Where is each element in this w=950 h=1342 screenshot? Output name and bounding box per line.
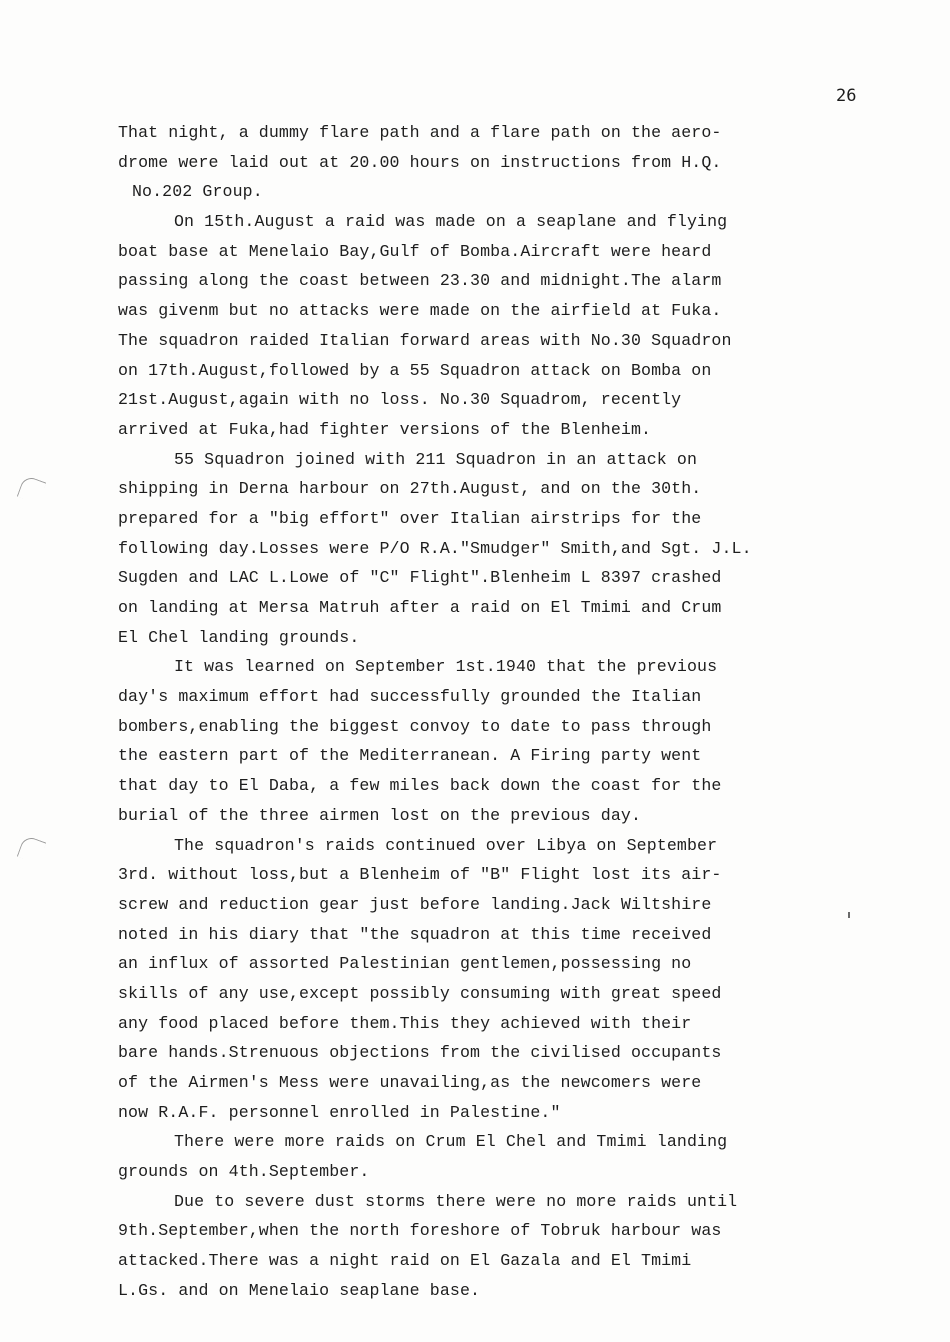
text-line: bombers,enabling the biggest convoy to date to pass through bbox=[118, 716, 712, 736]
text-line: attacked.There was a night raid on El Gazala and El Tmimi bbox=[118, 1251, 692, 1271]
text-line: grounds on 4th.September. bbox=[118, 1162, 370, 1182]
text-line: on landing at Mersa Matruh after a raid on El Tmimi and Crum bbox=[118, 598, 722, 617]
text-line: No.202 Group. bbox=[132, 182, 263, 202]
text-line: noted in his diary that "the squadron at this time received bbox=[118, 924, 712, 944]
text-line: on 17th.August,followed by a 55 Squadron attack on Bomba on bbox=[118, 360, 712, 380]
text-line: 21st.August,again with no loss. No.30 Squadrom, recently bbox=[118, 390, 682, 410]
text-line: arrived at Fuka,had fighter versions of the Blenheim. bbox=[118, 419, 652, 439]
text-line: an influx of assorted Palestinian gentlemen,possessing no bbox=[118, 954, 692, 974]
text-line: L.Gs. and on Menelaio seaplane base. bbox=[118, 1280, 481, 1300]
text-line: prepared for a "big effort" over Italian airstrips for the bbox=[118, 508, 702, 528]
page-number: 26 bbox=[836, 86, 857, 106]
text-line: There were more raids on Crum El Chel and Tmimi landing bbox=[174, 1132, 728, 1152]
text-line: El Chel landing grounds. bbox=[118, 627, 360, 647]
text-line: day's maximum effort had successfully grounded the Italian bbox=[118, 687, 702, 707]
punch-hole-mark bbox=[17, 475, 46, 504]
text-line: skills of any use,except possibly consuming with great speed bbox=[118, 983, 722, 1003]
text-line: boat base at Menelaio Bay,Gulf of Bomba.Aircraft were heard bbox=[118, 241, 712, 261]
text-line: It was learned on September 1st.1940 that the previous bbox=[174, 657, 718, 677]
text-line: Sugden and LAC L.Lowe of "C" Flight".Blenheim L 8397 crashed bbox=[118, 568, 722, 588]
text-line: The squadron's raids continued over Libya on September bbox=[174, 835, 718, 855]
text-line: passing along the coast between 23.30 and midnight.The alarm bbox=[118, 271, 722, 291]
text-line: burial of the three airmen lost on the previous day. bbox=[118, 805, 642, 825]
text-line: 55 Squadron joined with 211 Squadron in an attack on bbox=[174, 449, 698, 469]
text-line: On 15th.August a raid was made on a seaplane and flying bbox=[174, 212, 728, 232]
text-line: of the Airmen's Mess were unavailing,as the newcomers were bbox=[118, 1073, 702, 1092]
text-line: that day to El Daba, a few miles back down the coast for the bbox=[118, 776, 722, 796]
text-line: drome were laid out at 20.00 hours on instructions from H.Q. bbox=[118, 152, 722, 172]
margin-mark bbox=[848, 912, 850, 918]
text-line: 9th.September,when the north foreshore of Tobruk harbour was bbox=[118, 1221, 722, 1241]
text-line: bare hands.Strenuous objections from the civilised occupants bbox=[118, 1043, 722, 1063]
text-line: screw and reduction gear just before landing.Jack Wiltshire bbox=[118, 894, 712, 914]
text-line: the eastern part of the Mediterranean. A Firing party went bbox=[118, 746, 702, 766]
text-line: now R.A.F. personnel enrolled in Palestine." bbox=[118, 1102, 561, 1122]
text-line: shipping in Derna harbour on 27th.August, and on the 30th. bbox=[118, 479, 702, 499]
text-line: That night, a dummy flare path and a flare path on the aero- bbox=[118, 123, 722, 142]
punch-hole-mark bbox=[17, 835, 46, 864]
typewritten-body bbox=[118, 118, 848, 1306]
text-line: following day.Losses were P/O R.A."Smudger" Smith,and Sgt. J.L. bbox=[118, 538, 752, 558]
text-line: any food placed before them.This they achieved with their bbox=[118, 1013, 692, 1033]
text-line: was givenm but no attacks were made on the airfield at Fuka. bbox=[118, 301, 722, 321]
text-line: The squadron raided Italian forward areas with No.30 Squadron bbox=[118, 330, 732, 350]
text-line: 3rd. without loss,but a Blenheim of "B" Flight lost its air- bbox=[118, 865, 722, 885]
text-line: Due to severe dust storms there were no more raids until bbox=[174, 1191, 738, 1211]
